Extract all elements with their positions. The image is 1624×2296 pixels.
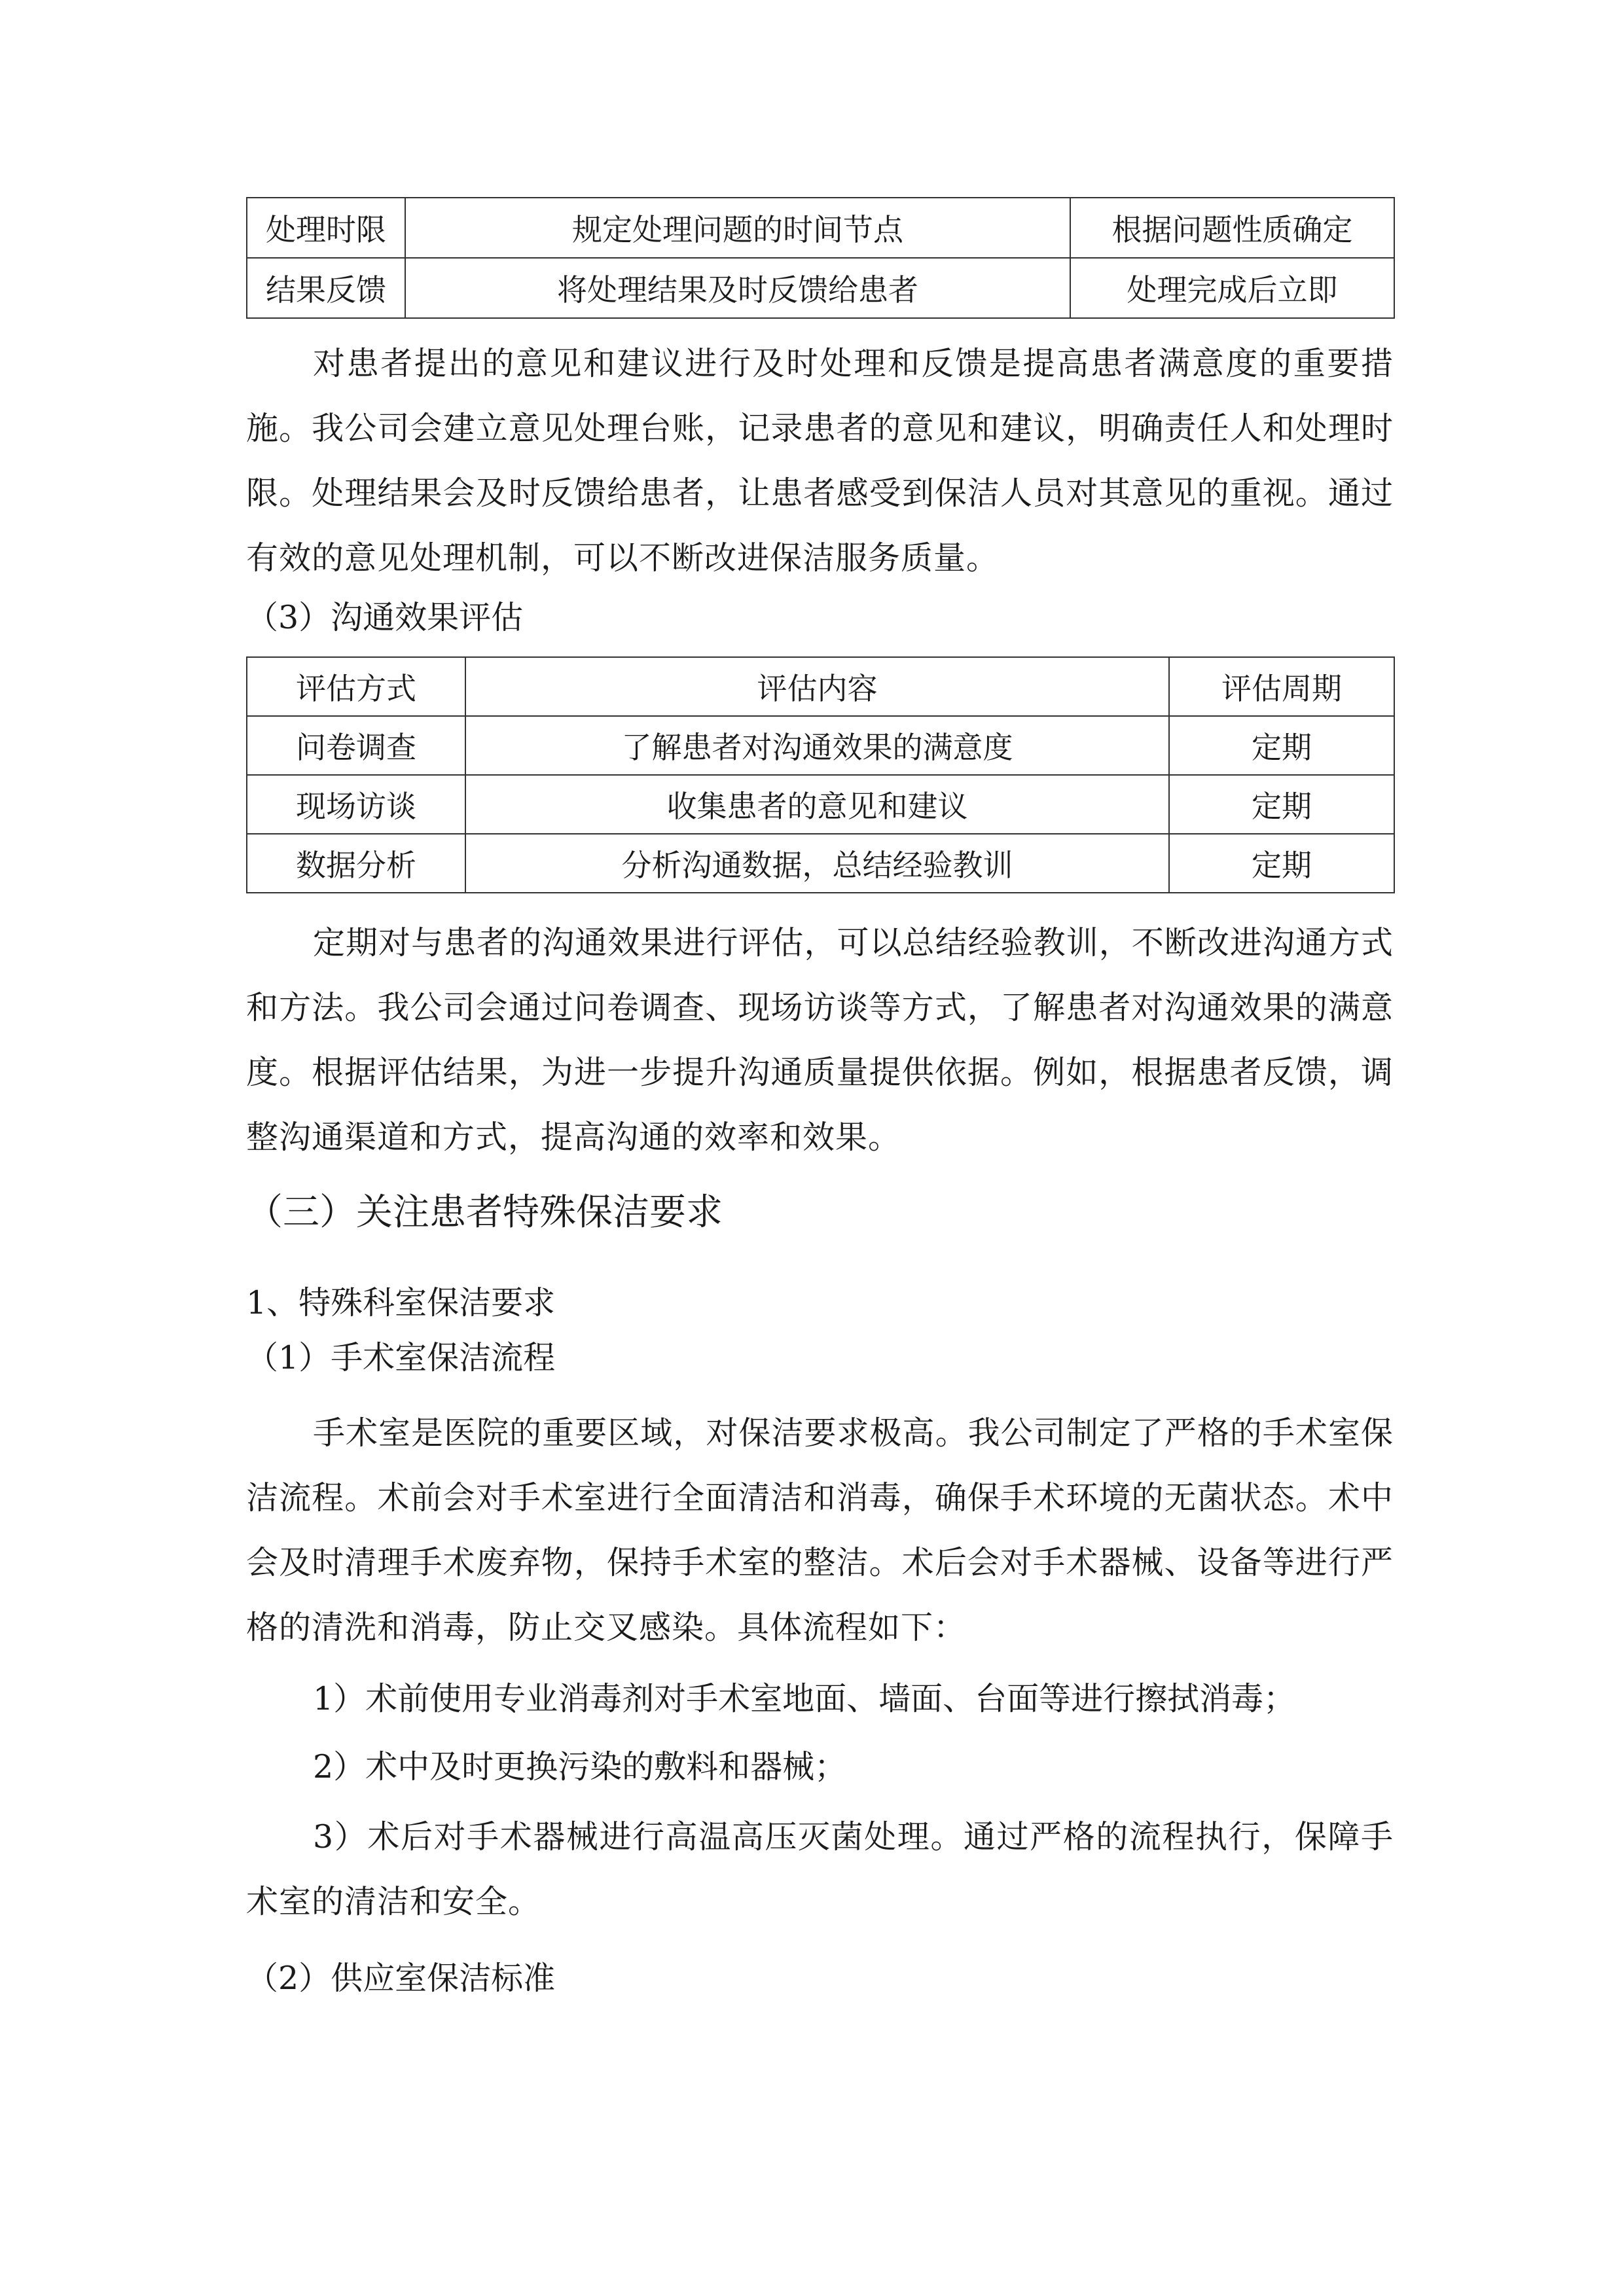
table-row: [247, 258, 1394, 318]
item-title: 1、特殊科室保洁要求: [246, 1284, 556, 1321]
table-cell: 定期: [1169, 834, 1394, 893]
paragraph-feedback: 对患者提出的意见和建议进行及时处理和反馈是提高患者满意度的重要措施。我公司会建立意见处理台账，记录患者的意见和建议，明确责任人和处理时限。处理结果会及时反馈给患者，让患者感受到保洁人员对其意见的重视。通过有效的意见处理机制，可以不断改进保洁服务质量。: [246, 345, 1394, 577]
table-cell: 问卷调查: [247, 716, 465, 775]
subsection-title-3: （3）沟通效果评估: [246, 599, 524, 636]
table-cell: 定期: [1169, 775, 1394, 834]
procedure-step-3: 3）术后对手术器械进行高温高压灭菌处理。通过严格的流程执行，保障手术室的清洁和安全。: [246, 1818, 1394, 1920]
table-cell: 分析沟通数据，总结经验教训: [465, 834, 1169, 893]
subsection-title-1: （1）手术室保洁流程: [246, 1339, 556, 1376]
communication-evaluation-table: [246, 656, 1395, 893]
paragraph-operating-room: 手术室是医院的重要区域，对保洁要求极高。我公司制定了严格的手术室保洁流程。术前会对手术室进行全面清洁和消毒，确保手术环境的无菌状态。术中会及时清理手术废弃物，保持手术室的整洁。术后会对手术器械、设备等进行严格的清洗和消毒，防止交叉感染。具体流程如下：: [246, 1414, 1394, 1646]
table-row: [247, 834, 1394, 893]
procedure-step-1: 1）术前使用专业消毒剂对手术室地面、墙面、台面等进行擦拭消毒；: [313, 1680, 1296, 1717]
subsection-title-2: （2）供应室保洁标准: [246, 1960, 556, 1997]
table-row: [247, 716, 1394, 775]
table-header-cell: 评估方式: [247, 657, 465, 716]
complaint-handling-table: [246, 197, 1395, 319]
procedure-step-2: 2）术中及时更换污染的敷料和器械；: [313, 1748, 847, 1785]
table-cell: 处理时限: [247, 198, 405, 258]
table-cell: 结果反馈: [247, 258, 405, 318]
table-cell: 数据分析: [247, 834, 465, 893]
table-cell: 规定处理问题的时间节点: [405, 198, 1070, 258]
table-cell: 将处理结果及时反馈给患者: [405, 258, 1070, 318]
table-cell: 处理完成后立即: [1070, 258, 1394, 318]
table-row: [247, 775, 1394, 834]
table-cell: 定期: [1169, 716, 1394, 775]
table-header-cell: 评估周期: [1169, 657, 1394, 716]
table-header-cell: 评估内容: [465, 657, 1169, 716]
table-row: [247, 198, 1394, 258]
table-header-row: [247, 657, 1394, 716]
table-cell: 了解患者对沟通效果的满意度: [465, 716, 1169, 775]
section-heading: （三）关注患者特殊保洁要求: [246, 1191, 723, 1234]
paragraph-evaluation: 定期对与患者的沟通效果进行评估，可以总结经验教训，不断改进沟通方式和方法。我公司会通过问卷调查、现场访谈等方式，了解患者对沟通效果的满意度。根据评估结果，为进一步提升沟通质量提供依据。例如，根据患者反馈，调整沟通渠道和方式，提高沟通的效率和效果。: [246, 924, 1394, 1156]
table-cell: 收集患者的意见和建议: [465, 775, 1169, 834]
table-cell: 现场访谈: [247, 775, 465, 834]
table-cell: 根据问题性质确定: [1070, 198, 1394, 258]
